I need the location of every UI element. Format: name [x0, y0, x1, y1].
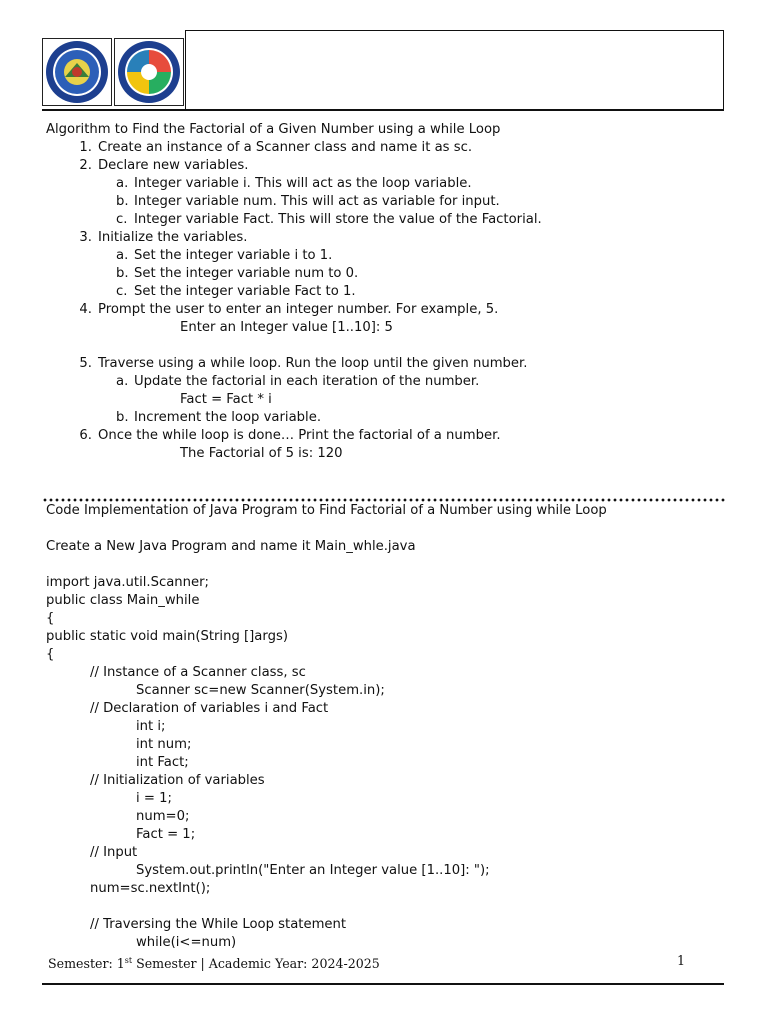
step-6-output: The Factorial of 5 is: 120 — [180, 446, 343, 461]
step-2b: b. Integer variable num. This will act as variable for input. — [116, 194, 500, 209]
code-line: Fact = 1; — [136, 827, 196, 842]
step-3a: a. Set the integer variable i to 1. — [116, 248, 333, 263]
code-line: Scanner sc=new Scanner(System.in); — [136, 683, 385, 698]
code-comment: // Instance of a Scanner class, sc — [90, 665, 306, 680]
code-comment: // Traversing the While Loop statement — [90, 917, 347, 932]
step-5a-formula: Fact = Fact * i — [180, 392, 272, 407]
code-line: int Fact; — [136, 755, 189, 770]
header-title-box — [185, 30, 724, 110]
step-2: 2. Declare new variables. — [79, 158, 249, 173]
code-line: public static void main(String []args) — [46, 629, 288, 644]
footer-divider — [42, 983, 724, 985]
code-comment: // Input — [90, 845, 138, 860]
code-line: num=sc.nextInt(); — [90, 881, 211, 896]
step-3c: c. Set the integer variable Fact to 1. — [116, 284, 356, 299]
code-line: while(i<=num) — [136, 935, 237, 950]
step-4: 4. Prompt the user to enter an integer number. For example, 5. — [79, 302, 499, 317]
code-line: i = 1; — [136, 791, 172, 806]
code-line: System.out.println("Enter an Integer value [1..10]: "); — [136, 863, 490, 878]
step-4-example: Enter an Integer value [1..10]: 5 — [180, 320, 393, 335]
step-5b: b. Increment the loop variable. — [116, 410, 322, 425]
step-2a: a. Integer variable i. This will act as the loop variable. — [116, 176, 472, 191]
step-6: 6. Once the while loop is done… Print the factorial of a number. — [79, 428, 501, 443]
document-header — [42, 30, 724, 110]
university-seal-logo — [42, 38, 112, 106]
code-comment: // Initialization of variables — [90, 773, 265, 788]
code-line: { — [46, 647, 55, 662]
code-line: public class Main_while — [46, 593, 200, 608]
step-5: 5. Traverse using a while loop. Run the loop until the given number. — [79, 356, 528, 371]
step-2c: c. Integer variable Fact. This will store the value of the Factorial. — [116, 212, 542, 227]
code-line: { — [46, 611, 55, 626]
code-line: int i; — [136, 719, 166, 734]
page-number: 1 — [677, 953, 686, 968]
step-1: 1. Create an instance of a Scanner class and name it as sc. — [79, 140, 473, 155]
header-divider — [42, 109, 724, 111]
code-section — [46, 502, 726, 952]
step-5a: a. Update the factorial in each iteration of the number. — [116, 374, 480, 389]
step-3b: b. Set the integer variable num to 0. — [116, 266, 359, 281]
code-comment: // Declaration of variables i and Fact — [90, 701, 329, 716]
code-line: int num; — [136, 737, 192, 752]
college-seal-logo — [114, 38, 184, 106]
footer-semester: Semester: 1st Semester | Academic Year: 2024-2025 — [48, 956, 380, 972]
algorithm-section — [46, 121, 726, 463]
algorithm-title: Algorithm to Find the Factorial of a Given Number using a while Loop — [46, 122, 501, 137]
code-line: num=0; — [136, 809, 190, 824]
code-section-title: Code Implementation of Java Program to Find Factorial of a Number using while Loop — [46, 503, 607, 518]
step-3: 3. Initialize the variables. — [79, 230, 248, 245]
code-instruction: Create a New Java Program and name it Main_whle.java — [46, 539, 416, 554]
code-line: import java.util.Scanner; — [46, 575, 210, 590]
